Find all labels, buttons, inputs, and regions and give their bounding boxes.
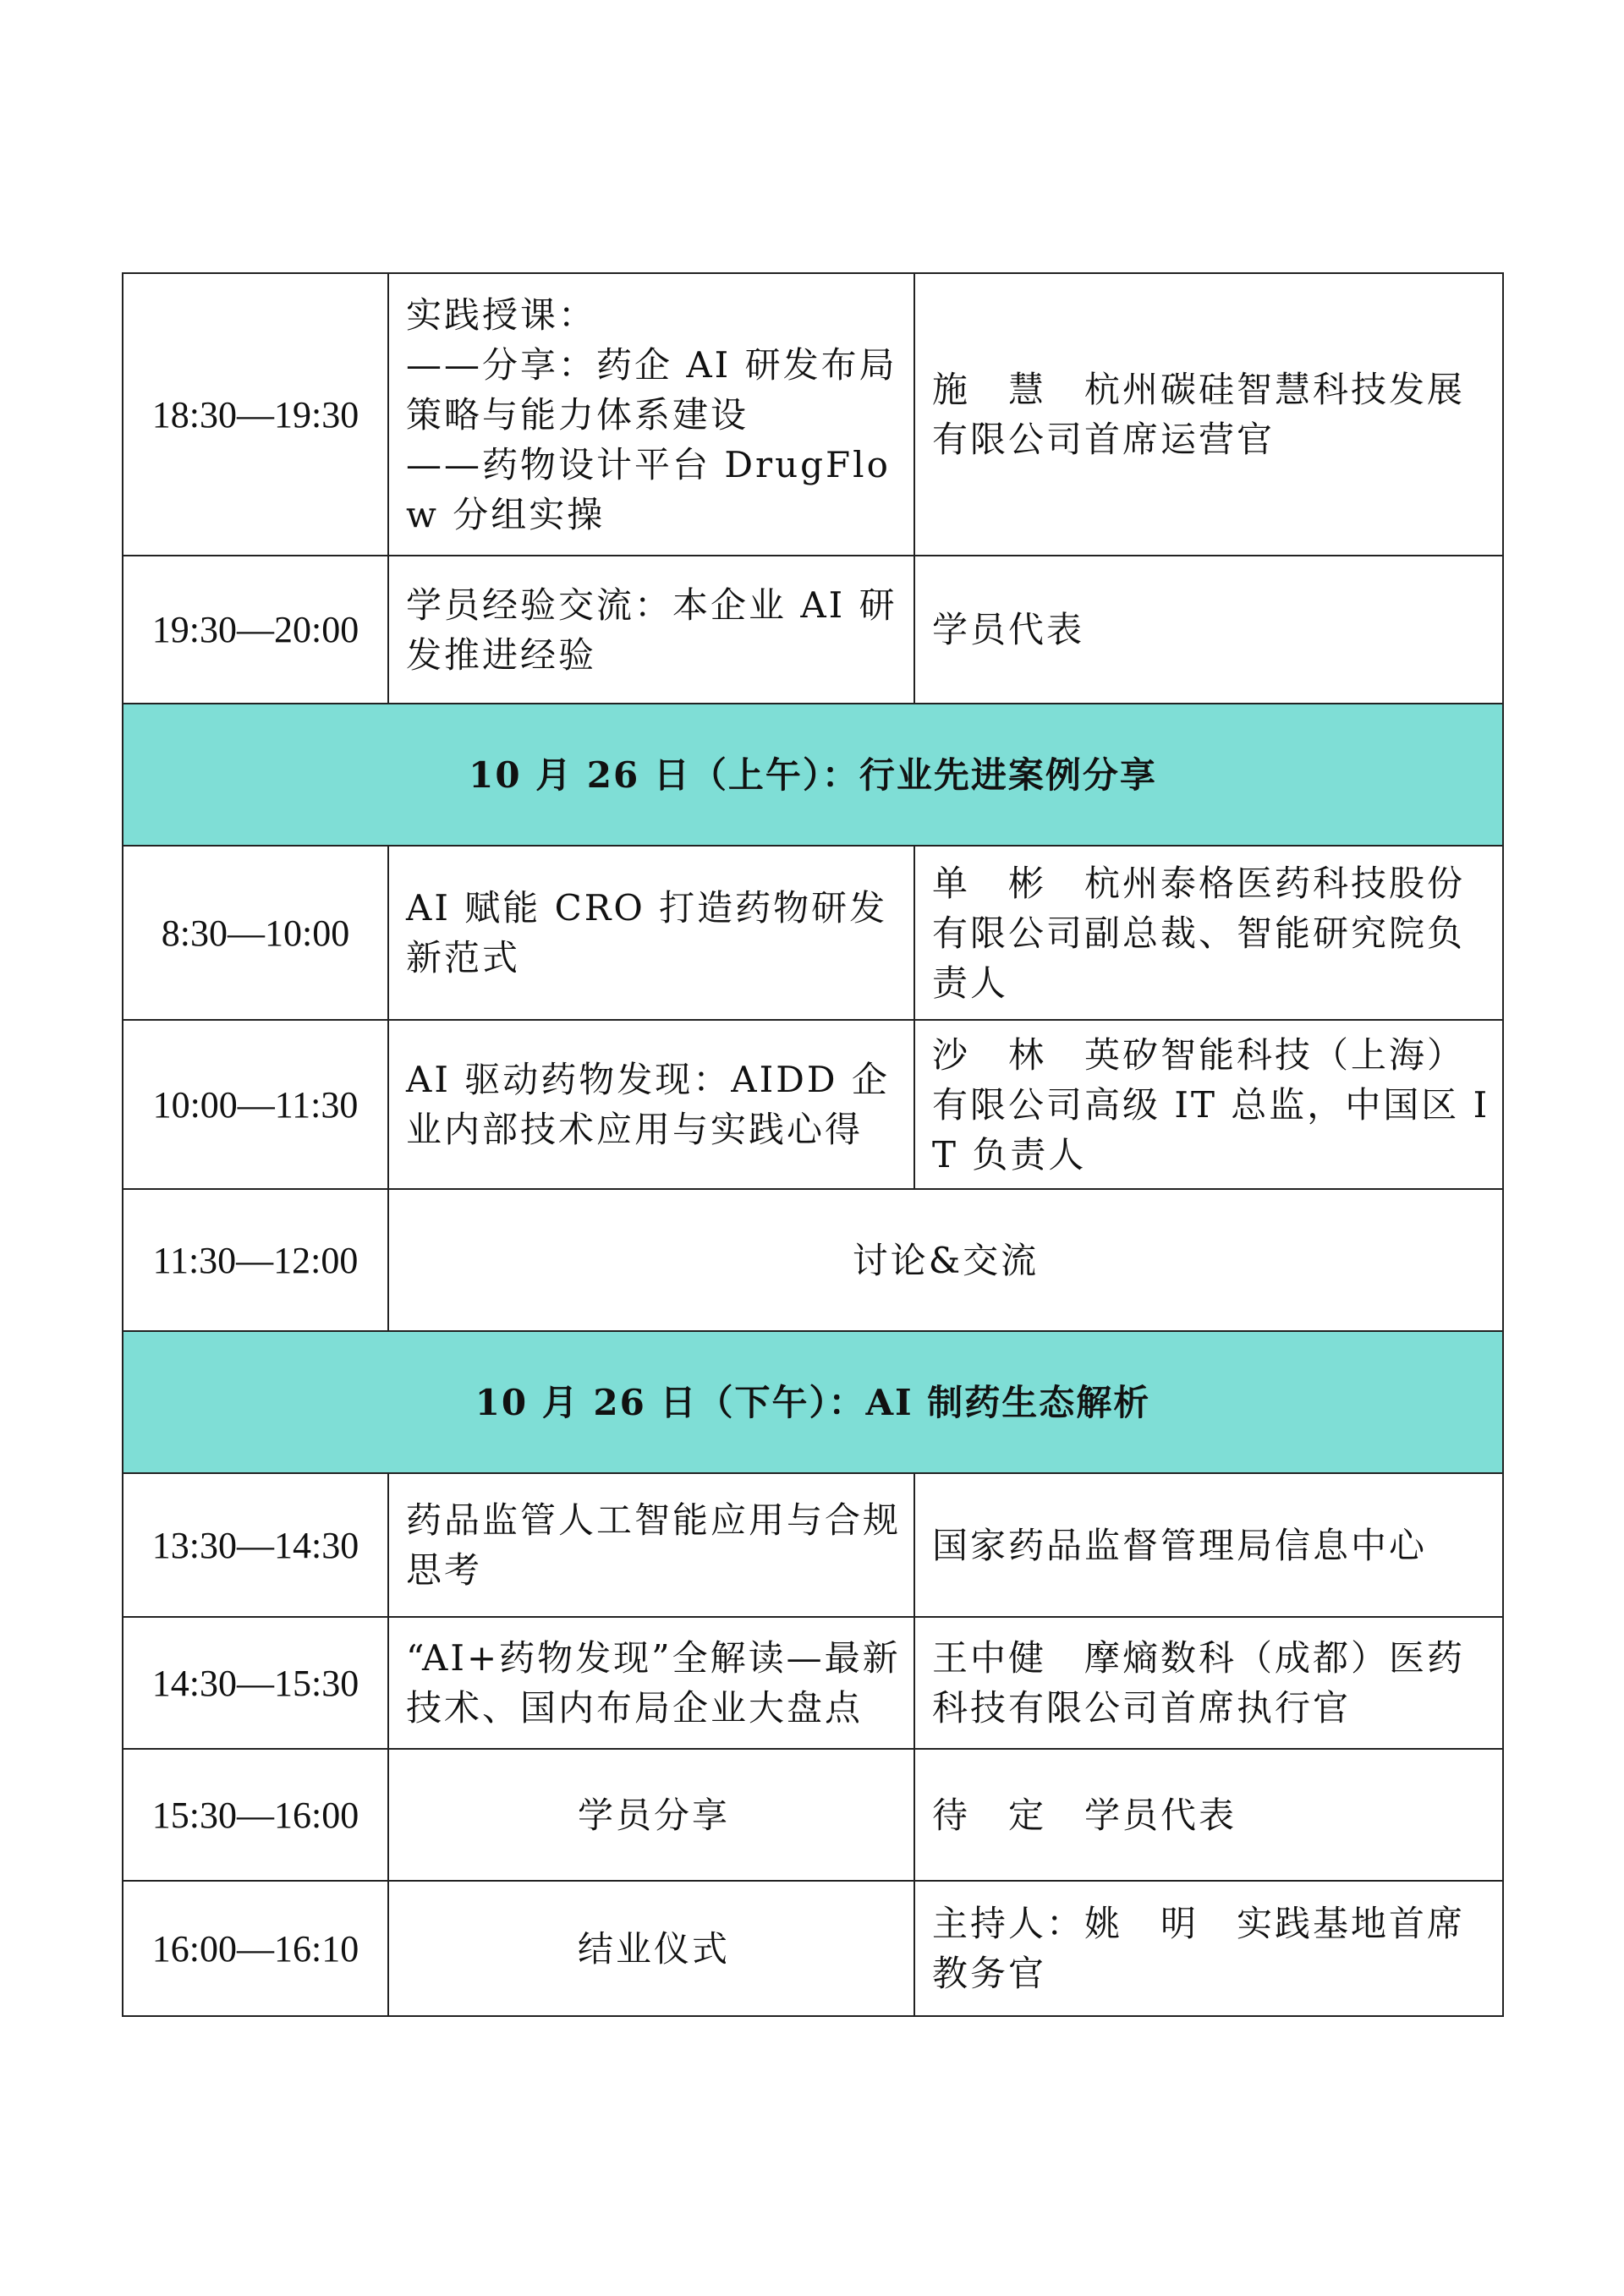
topic-cell: “AI+药物发现”全解读—最新技术、国内布局企业大盘点 (388, 1617, 914, 1749)
speaker-cell: 主持人：姚 明 实践基地首席教务官 (914, 1881, 1503, 2016)
speaker-cell: 学员代表 (914, 556, 1503, 704)
speaker-cell: 待 定 学员代表 (914, 1749, 1503, 1881)
table-row (123, 1189, 1503, 1331)
topic-cell: AI 赋能 CRO 打造药物研发新范式 (388, 846, 914, 1020)
time-cell: 8:30—10:00 (123, 846, 388, 1020)
topic-line: ——分享：药企 AI 研发布局策略与能力体系建设 (406, 343, 897, 436)
section-header-row (123, 1331, 1503, 1473)
topic-line: ——药物设计平台 DrugFlow 分组实操 (406, 443, 891, 535)
speaker-cell: 国家药品监督管理局信息中心 (914, 1473, 1503, 1617)
time-cell: 18:30—19:30 (123, 273, 388, 556)
topic-cell: 学员经验交流：本企业 AI 研发推进经验 (388, 556, 914, 704)
section-header-row (123, 704, 1503, 846)
table-row (123, 556, 1503, 704)
time-cell: 19:30—20:00 (123, 556, 388, 704)
speaker-cell: 单 彬 杭州泰格医药科技股份有限公司副总裁、智能研究院负责人 (914, 846, 1503, 1020)
section-title: 10 月 26 日（下午）：AI 制药生态解析 (123, 1331, 1503, 1473)
table-row (123, 273, 1503, 556)
time-cell: 10:00—11:30 (123, 1020, 388, 1189)
section-title: 10 月 26 日（上午）：行业先进案例分享 (123, 704, 1503, 846)
table-row (123, 1020, 1503, 1189)
table-row (123, 1617, 1503, 1749)
topic-cell: 结业仪式 (388, 1881, 914, 2016)
speaker-cell: 沙 林 英矽智能科技（上海）有限公司高级 IT 总监，中国区 IT 负责人 (914, 1020, 1503, 1189)
speaker-cell: 王中健 摩熵数科（成都）医药科技有限公司首席执行官 (914, 1617, 1503, 1749)
speaker-cell: 施 慧 杭州碳硅智慧科技发展有限公司首席运营官 (914, 273, 1503, 556)
table-row (123, 1749, 1503, 1881)
schedule-table (122, 272, 1504, 2017)
discussion-cell: 讨论&交流 (388, 1189, 1503, 1331)
topic-cell: AI 驱动药物发现：AIDD 企业内部技术应用与实践心得 (388, 1020, 914, 1189)
time-cell: 15:30—16:00 (123, 1749, 388, 1881)
topic-cell: 学员分享 (388, 1749, 914, 1881)
topic-cell: 药品监管人工智能应用与合规思考 (388, 1473, 914, 1617)
topic-line: 实践授课： (406, 293, 597, 336)
table-row (123, 1881, 1503, 2016)
time-cell: 14:30—15:30 (123, 1617, 388, 1749)
table-row (123, 1473, 1503, 1617)
topic-cell (388, 273, 914, 556)
time-cell: 16:00—16:10 (123, 1881, 388, 2016)
time-cell: 13:30—14:30 (123, 1473, 388, 1617)
table-row (123, 846, 1503, 1020)
time-cell: 11:30—12:00 (123, 1189, 388, 1331)
